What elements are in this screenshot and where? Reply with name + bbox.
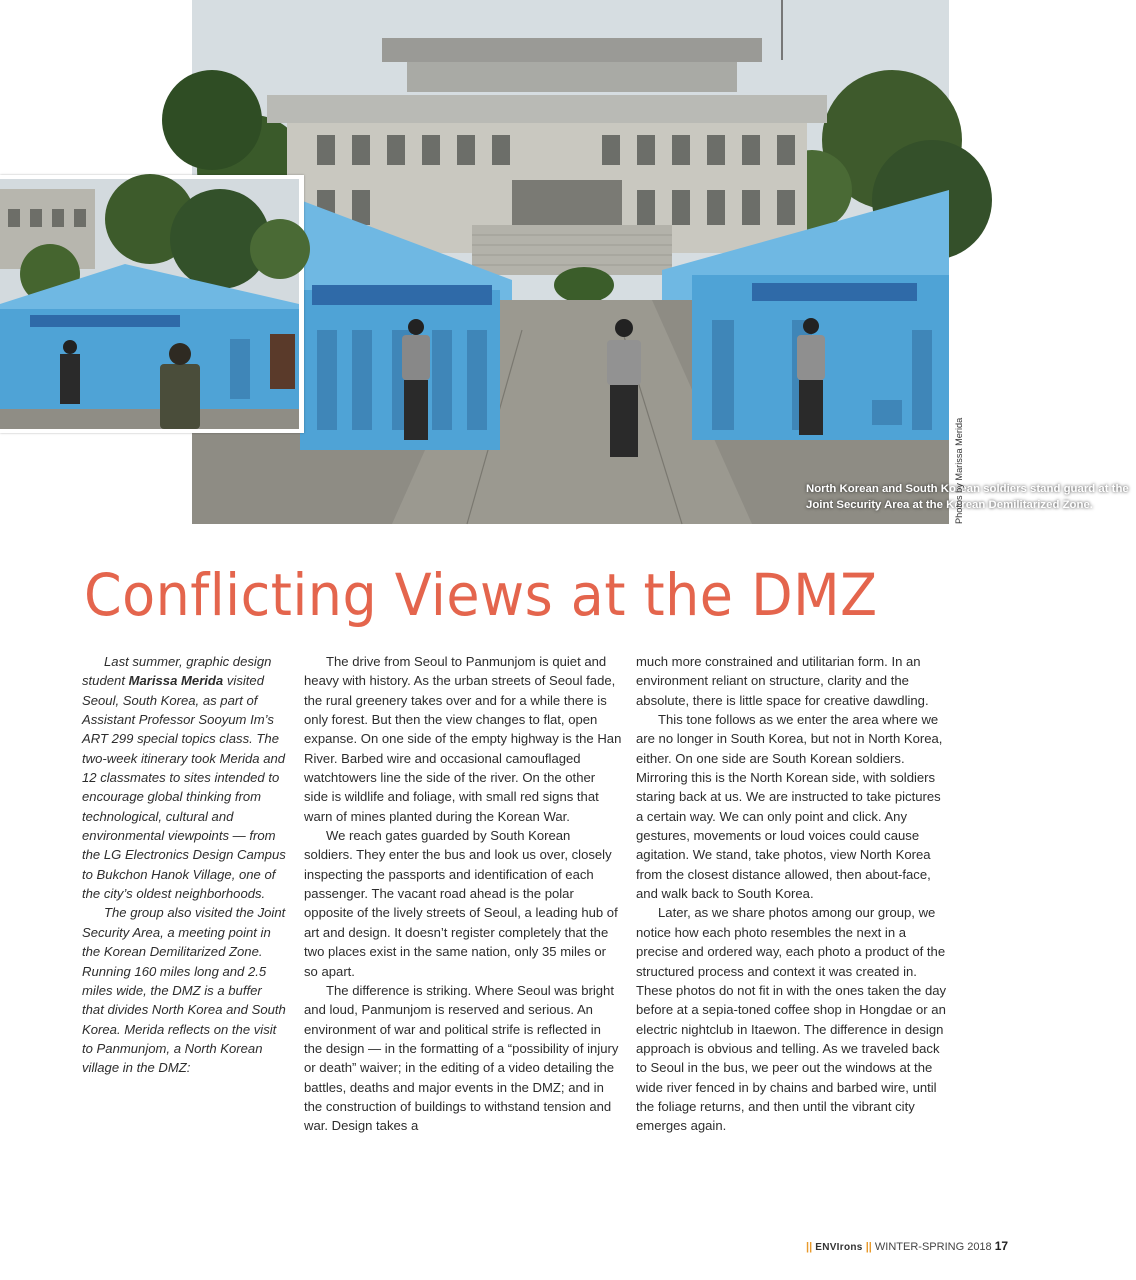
intro-text-a: Last summer, graphic design student — [82, 654, 272, 689]
body-column-3 — [636, 652, 948, 1136]
photo-caption: North Korean and South Korean soldiers stand guard at the Joint Security Area at the Korean Demilitarized Zone. — [806, 483, 1129, 511]
body-paragraph-2: We reach gates guarded by South Korean soldiers. They enter the bus and look us over, closely inspecting the passports and identification of each passenger. The vacant road ahead is the polar opposite of the lively streets of Seoul, a leading hub of art and design. It doesn’t register completely that the two places exist in the same nation, only 35 miles or so apart. — [304, 828, 618, 979]
photo-credit: Photos by Marissa Merida — [954, 417, 964, 524]
body-column-2 — [304, 652, 622, 1136]
inset-photo — [0, 175, 304, 433]
intro-paragraph-1 — [82, 652, 287, 903]
page-number: 17 — [994, 1239, 1009, 1253]
student-name: Marissa Merida — [128, 673, 224, 689]
inset-scene-illustration — [0, 179, 299, 429]
intro-column — [82, 652, 287, 1078]
body-paragraph-6: Later, as we share photos among our group, we notice how each photo resembles the next in a precise and ordered way, each photo a product of the structured process and context it was created in. These photos do not fit in with the ones taken the day before at a sepia-toned coffee shop in Hongdae or an electric nightclub in Itaewon. The difference in design approach is obvious and telling. As we traveled back to Seoul in the bus, we peer out the windows at the wide river fenced in by chains and barbed wire, until the foliage returns, and then until the vibrant city emerges again. — [636, 905, 947, 1134]
body-paragraph-1: The drive from Seoul to Panmunjom is quiet and heavy with history. As the urban streets of Seoul fade, the rural greenery takes over and for a while there is only forest. But then the view changes to flat, open expanse. On one side of the empty highway is the Han River. Barbed wire and occasional camouflaged watchtowers line the side of the river. On the other side is wildlife and foliage, with small red signs that warn of mines planted during the Korean War. — [304, 654, 622, 824]
article-title: Conflicting Views at the DMZ — [84, 561, 878, 629]
footer-separator-2: || — [865, 1241, 872, 1253]
page-footer — [806, 1237, 1008, 1255]
body-paragraph-4: much more constrained and utilitarian form. In an environment reliant on structure, clarity and the absolute, there is little space for creative dawdling. — [636, 654, 929, 708]
magazine-name: ENVIrons — [815, 1242, 863, 1253]
issue-label: WINTER-SPRING 2018 — [874, 1241, 992, 1253]
intro-text-b: visited Seoul, South Korea, as part of Assistant Professor Sooyum Im’s ART 299 special topics class. The two-week itinerary took Merida and 12 classmates to sites intended to encourage global thinking from technological, cultural and environmental viewpoints — from the LG Electronics Design Campus to Bukchon Hanok Village, one of the city’s oldest neighborhoods. — [82, 673, 286, 902]
body-paragraph-3: The difference is striking. Where Seoul was bright and loud, Panmunjom is reserved and serious. An environment of war and political strife is reflected in the design — in the formatting of a “possibility of injury or death” waiver; in the editing of a video detailing the battles, deaths and major events in the DMZ; and in the construction of buildings to withstand tension and war. Design takes a — [304, 982, 619, 1134]
body-paragraph-5: This tone follows as we enter the area where we are no longer in South Korea, but not in North Korea, either. On one side are South Korean soldiers. Mirroring this is the North Korean side, with soldiers staring back at us. We are instructed to take pictures a certain way. We can only point and click. Any gestures, movements or loud voices could cause agitation. We stand, take photos, view North Korea from the closest distance allowed, then about-face, and walk back to South Korea. — [636, 712, 943, 902]
footer-separator-1: || — [806, 1241, 813, 1253]
intro-paragraph-2: The group also visited the Joint Security Area, a meeting point in the Korean Demilitarized Zone. Running 160 miles long and 2.5 miles wide, the DMZ is a buffer that divides North Korea and South Korea. Merida reflects on the visit to Panmunjom, a North Korean village in the DMZ: — [82, 905, 286, 1076]
